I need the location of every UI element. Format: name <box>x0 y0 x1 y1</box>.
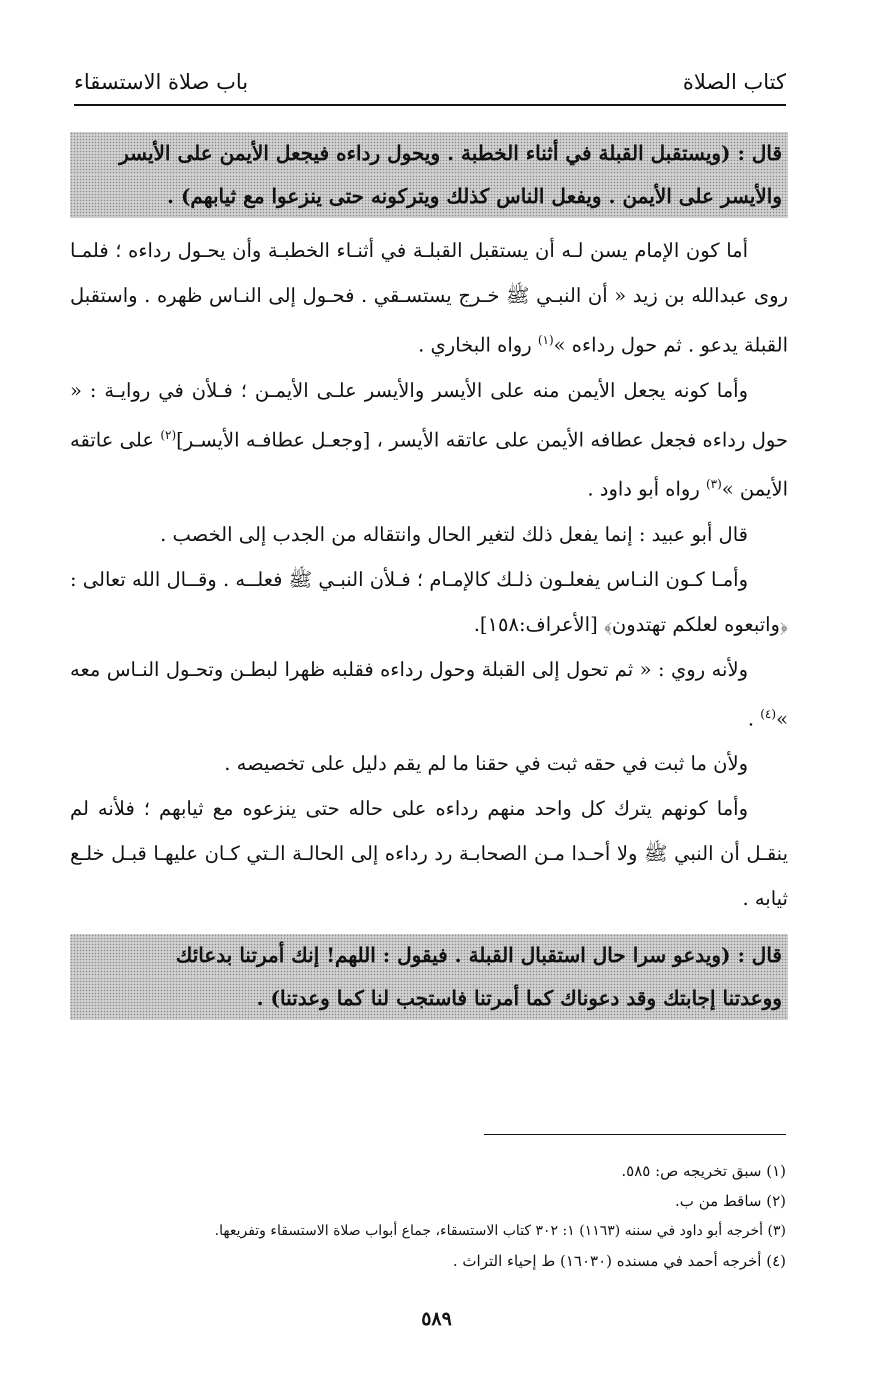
header-rule <box>74 104 786 106</box>
highlighted-matn-block-1 <box>70 132 788 218</box>
commentary-body <box>70 228 788 921</box>
footnote-2: (٢) ساقط من ب. <box>675 1192 786 1210</box>
matn2-line-2: ووعدتنا إجابتك وقد دعوناك كما أمرتنا فاستجب لنا كما وعدتنا) . <box>70 977 788 1020</box>
paragraph-5-end: . <box>747 707 761 730</box>
page-number: ٥٨٩ <box>421 1308 452 1330</box>
footnote-separator <box>484 1134 786 1135</box>
running-header <box>74 62 786 102</box>
footnotes <box>70 1156 786 1276</box>
paragraph-5-text: ولأنه روي : « ثم تحول إلى القبلة وحول رداءه فقلبه ظهرا لبطـن وتحـول النـاس معه » <box>70 657 788 730</box>
paragraph-3: قال أبو عبيد : إنما يفعل ذلك لتغير الحال وانتقاله من الجدب إلى الخصب . <box>160 522 748 546</box>
footnote-ref-4: (٤) <box>760 706 777 721</box>
paragraph-4: وأمـا كـون النـاس يفعلـون ذلـك كالإمـام ؛ فـلأن النبـي ﷺ فعلــه . وقــال الله تعالى : ﴿واتبعوه لعلكم تهتدون﴾ [الأعراف:١٥٨]. <box>70 567 788 636</box>
paragraph-1 <box>70 228 788 368</box>
paragraph-2-text: وأما كونه يجعل الأيمن منه على الأيسر والأيسر علـى الأيمـن ؛ فـلأن في روايـة : « حول رداءه فجعل عطافه الأيمن على عاتقه الأيسر ، [وجعـل عطافـه الأيسـر] <box>70 378 788 451</box>
footnote-1: (١) سبق تخريجه ص: ٥٨٥. <box>621 1162 786 1180</box>
paragraph-5 <box>70 647 788 742</box>
paragraph-2-mid: على عاتقه الأيمن » <box>70 428 788 501</box>
paragraph-2-end: رواه أبو داود . <box>587 477 706 501</box>
paragraph-2 <box>70 368 788 512</box>
chapter-title: كتاب الصلاة <box>682 70 786 94</box>
paragraph-1-end: رواه البخاري . <box>418 333 538 357</box>
paragraph-6: ولأن ما ثبت في حقه ثبت في حقنا ما لم يقم دليل على تخصيصه . <box>224 752 748 775</box>
matn-line-2: والأيسر على الأيمن . ويفعل الناس كذلك ويتركونه حتى ينزعوا مع ثيابهم) . <box>70 175 788 218</box>
footnote-ref-1: (١) <box>537 333 554 347</box>
section-title: باب صلاة الاستسقاء <box>74 70 249 94</box>
paragraph-1-text: أما كون الإمام يسن لـه أن يستقبل القبلـة في أثنـاء الخطبـة وأن يحـول رداءه ؛ فلمـا روى عبدالله بن زيد « أن النبـي ﷺ خـرج يستسـقي . فحـول إلى النـاس ظهره . واستقبل القبلة يدعو . ثم حول رداءه » <box>70 239 788 357</box>
footnote-4: (٤) أخرجه أحمد في مسنده (١٦٠٣٠) ط إحياء التراث . <box>452 1252 786 1270</box>
footnote-3: (٣) أخرجه أبو داود في سننه (١١٦٣) ١: ٣٠٢ كتاب الاستسقاء، جماع أبواب صلاة الاستسقاء وتفريعها. <box>214 1223 786 1239</box>
footnote-ref-3: (٣) <box>705 477 722 491</box>
paragraph-7: وأما كونهم يترك كل واحد منهم رداءه على حاله حتى ينزعوه مع ثيابهم ؛ فلأنه لم ينقـل أن النبي ﷺ ولا أحـدا مـن الصحابـة رد رداءه إلى الحالـة الـتي كـان عليهـا قبـل خلـع ثيابه . <box>70 797 788 910</box>
matn2-line-1: قال : (ويدعو سرا حال استقبال القبلة . فيقول : اللهم! إنك أمرتنا بدعائك <box>70 934 788 977</box>
highlighted-matn-block-2 <box>70 934 788 1020</box>
matn-line-1: قال : (ويستقبل القبلة في أثناء الخطبة . ويحول رداءه فيجعل الأيمن على الأيسر <box>70 132 788 175</box>
footnote-ref-2: (٢) <box>160 427 177 442</box>
